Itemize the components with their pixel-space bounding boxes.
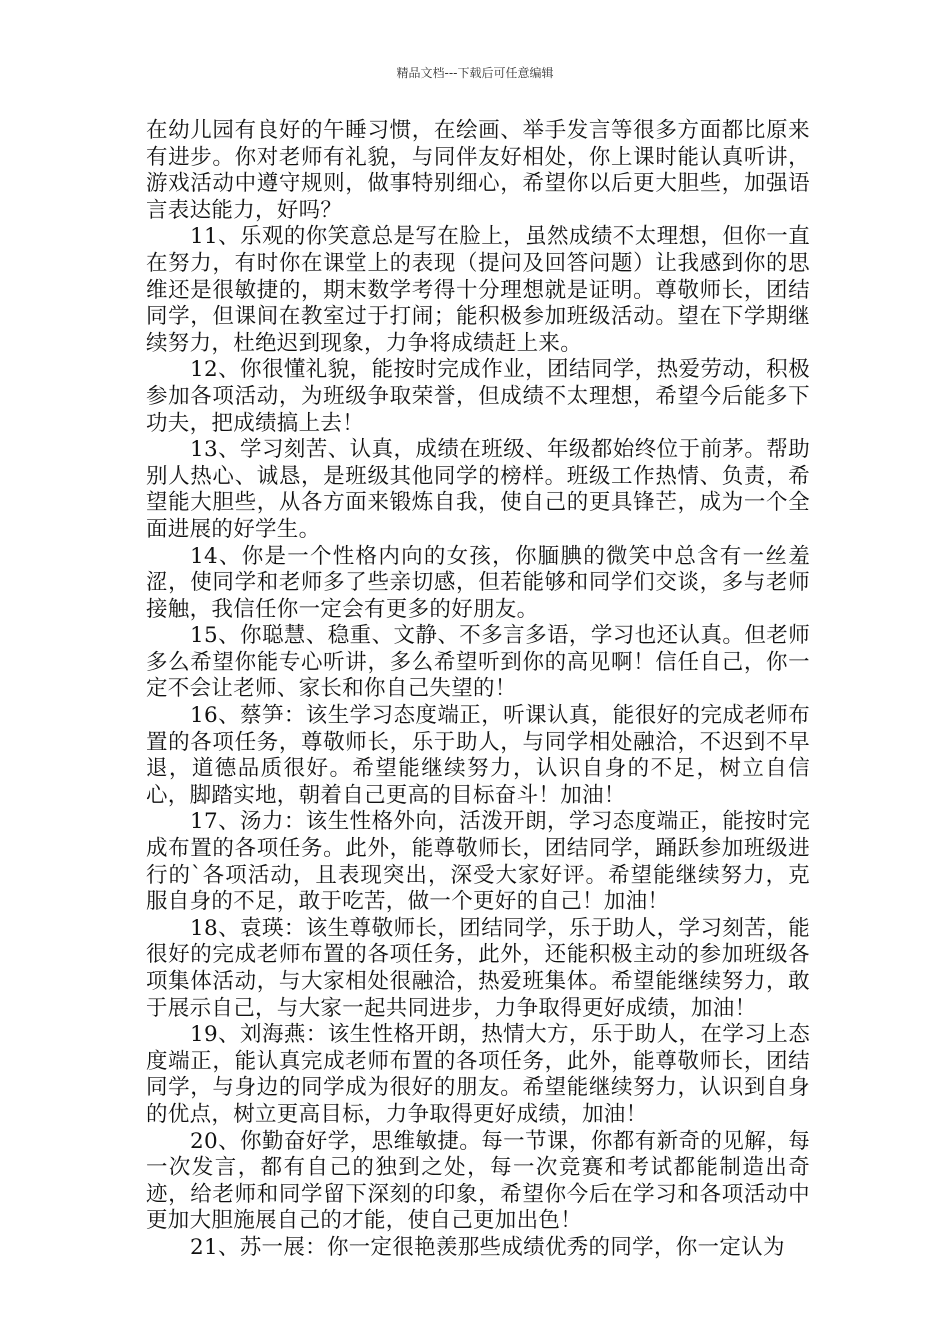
paragraph-18: 18、袁瑛：该生尊敬师长，团结同学，乐于助人，学习刻苦，能很好的完成老师布置的各项任务，此外，还能积极主动的参加班级各项集体活动，与大家相处很融洽，热爱班集体。希望能继续努力，敢于展示自己，与大家一起共同进步，力争取得更好成绩，加油！ — [146, 915, 810, 1021]
paragraph-12: 12、你很懂礼貌，能按时完成作业，团结同学，热爱劳动，积极参加各项活动，为班级争取荣誉，但成绩不太理想，希望今后能多下功夫，把成绩搞上去！ — [146, 357, 810, 436]
page-header: 精品文档---下载后可任意编辑 — [396, 66, 554, 80]
document-body — [146, 118, 810, 1262]
paragraph-20: 20、你勤奋好学，思维敏捷。每一节课，你都有新奇的见解，每一次发言，都有自己的独到之处，每一次竞赛和考试都能制造出奇迹，给老师和同学留下深刻的印象，希望你今后在学习和各项活动中更加大胆施展自己的才能，使自己更加出色！ — [146, 1128, 810, 1234]
paragraph-19: 19、刘海燕：该生性格开朗，热情大方，乐于助人，在学习上态度端正，能认真完成老师布置的各项任务，此外，能尊敬师长，团结同学，与身边的同学成为很好的朋友。希望能继续努力，认识到自身的优点，树立更高目标，力争取得更好成绩，加油！ — [146, 1022, 810, 1127]
paragraph-17: 17、汤力：该生性格外向，活泼开朗，学习态度端正，能按时完成布置的各项任务。此外，能尊敬师长，团结同学，踊跃参加班级进行的`各项活动，且表现突出，深受大家好评。希望能继续努力，克服自身的不足，敢于吃苦，做一个更好的自己！加油！ — [146, 809, 810, 915]
paragraph-11: 11、乐观的你笑意总是写在脸上，虽然成绩不太理想，但你一直在努力，有时你在课堂上的表现（提问及回答问题）让我感到你的思维还是很敏捷的，期末数学考得十分理想就是证明。尊敬师长，团结同学，但课间在教室过于打闹；能积极参加班级活动。望在下学期继续努力，杜绝迟到现象，力争将成绩赶上来。 — [146, 224, 810, 356]
paragraph-16: 16、蔡笋：该生学习态度端正，听课认真，能很好的完成老师布置的各项任务，尊敬师长，乐于助人，与同学相处融洽，不迟到不早退，道德品质很好。希望能继续努力，认识自身的不足，树立自信心，脚踏实地，朝着自己更高的目标奋斗！加油！ — [146, 703, 810, 808]
paragraph-21: 21、苏一展：你一定很艳羡那些成绩优秀的同学，你一定认为 — [190, 1234, 785, 1260]
paragraph-15: 15、你聪慧、稳重、文静、不多言多语，学习也还认真。但老师多么希望你能专心听讲，多么希望听到你的高见啊！信任自己，你一定不会让老师、家长和你自己失望的！ — [146, 623, 810, 702]
paragraph-intro: 在幼儿园有良好的午睡习惯，在绘画、举手发言等很多方面都比原来有进步。你对老师有礼貌，与同伴友好相处，你上课时能认真听讲，游戏活动中遵守规则，做事特别细心，希望你以后更大胆些，加强语言表达能力，好吗？ — [146, 118, 810, 223]
paragraph-13: 13、学习刻苦、认真，成绩在班级、年级都始终位于前茅。帮助别人热心、诚恳，是班级其他同学的榜样。班级工作热情、负责，希望能大胆些，从各方面来锻炼自我，使自己的更具锋芒，成为一个全面进展的好学生。 — [146, 437, 810, 542]
paragraph-14: 14、你是一个性格内向的女孩，你腼腆的微笑中总含有一丝羞涩，使同学和老师多了些亲切感，但若能够和同学们交谈，多与老师接触，我信任你一定会有更多的好朋友。 — [146, 543, 810, 622]
